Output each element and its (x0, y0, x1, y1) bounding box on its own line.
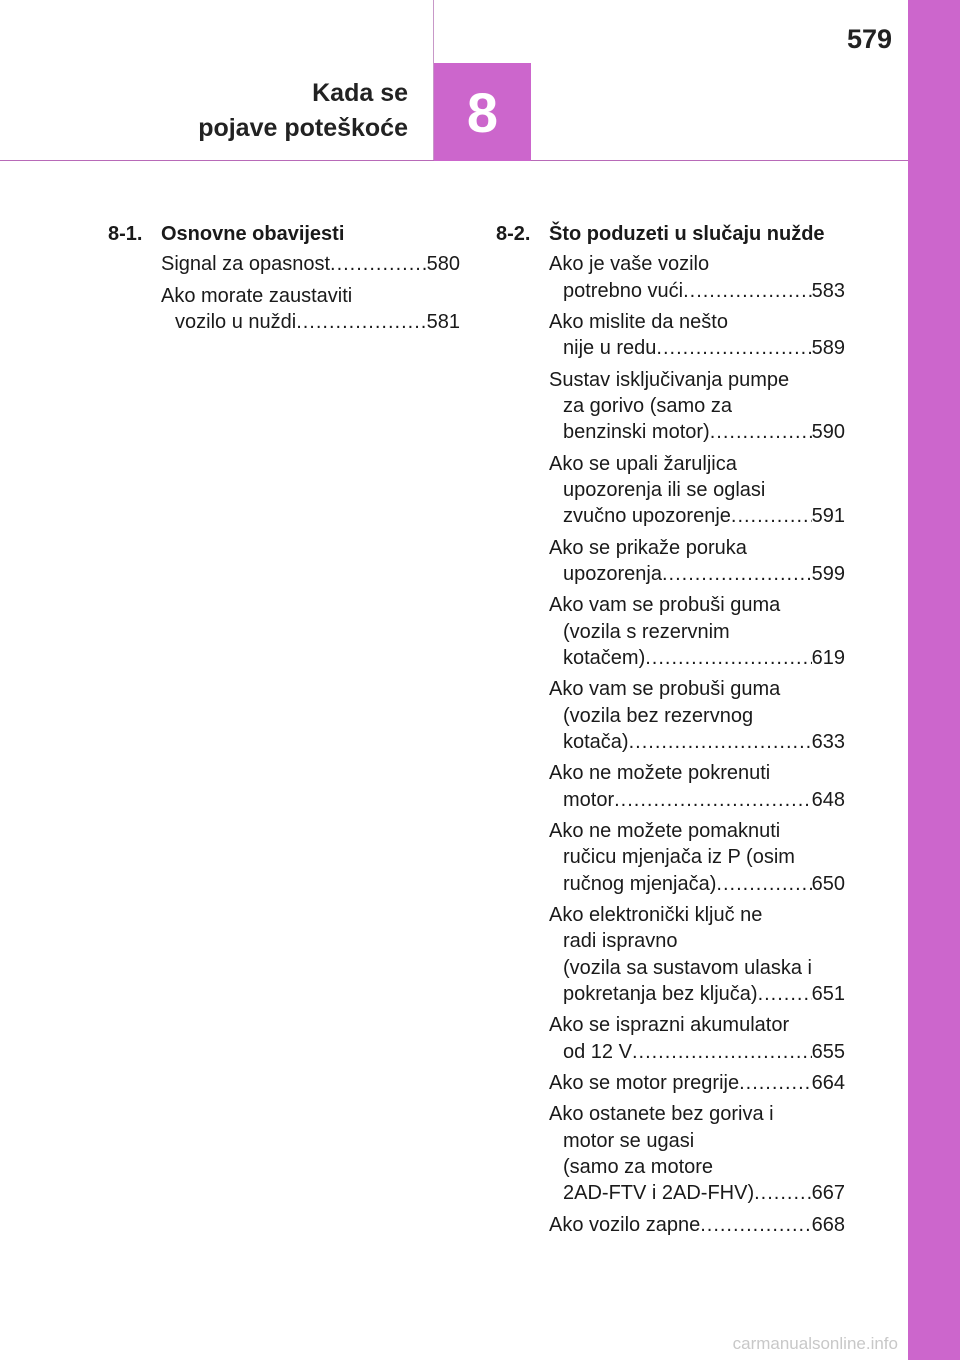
toc-entry-line (549, 1070, 845, 1096)
toc-entry-text: ručicu mjenjača iz P (osim (563, 846, 795, 869)
toc-entry[interactable] (549, 818, 845, 897)
toc-entry-text: Ako ne možete pomaknuti (549, 819, 781, 842)
toc-entry-text: Ako je vaše vozilo (549, 253, 710, 276)
toc-entry-line (549, 1180, 845, 1206)
toc-entry-line (549, 335, 845, 361)
chapter-title-line1: Kada se (312, 79, 408, 107)
toc-section-8-2 (496, 221, 845, 1243)
section-heading (496, 221, 845, 247)
toc-entry-line (549, 787, 845, 813)
page-number: 579 (846, 24, 892, 54)
toc-entry-line (549, 981, 845, 1007)
toc-entry-text: motor (563, 788, 615, 811)
toc-entry-line (549, 760, 845, 786)
section-title: Što poduzeti u slučaju nužde (549, 223, 825, 245)
dot-leader (629, 729, 812, 755)
dot-leader (330, 251, 427, 277)
dot-leader (296, 309, 426, 335)
watermark: carmanualsonline.info (732, 1334, 898, 1353)
dot-leader (754, 1180, 812, 1206)
toc-entries (549, 251, 845, 1238)
toc-entry-text: radi ispravno (563, 930, 678, 953)
toc-entry-text: Ako mislite da nešto (549, 311, 728, 334)
toc-entry-line (549, 676, 845, 702)
dot-leader (614, 787, 812, 813)
toc-entry-text: nije u redu (563, 337, 657, 360)
toc-entry-line (549, 535, 845, 561)
toc-entry[interactable] (549, 451, 845, 530)
toc-entry[interactable] (549, 367, 845, 446)
toc-entry[interactable] (549, 902, 845, 1008)
toc-entry-line (549, 251, 845, 277)
toc-entry-line (549, 561, 845, 587)
dot-leader (683, 278, 812, 304)
dot-leader (716, 871, 811, 897)
toc-entry-text: Signal za opasnost (161, 253, 331, 276)
section-heading (108, 221, 460, 247)
toc-entry-line (549, 844, 845, 870)
toc-entry-line (549, 367, 845, 393)
toc-page-number: 581 (426, 311, 460, 334)
toc-entry-line (549, 503, 845, 529)
chapter-title (108, 76, 408, 146)
toc-entry-line (161, 251, 460, 277)
toc-page-number: 590 (811, 421, 845, 444)
toc-entry[interactable] (549, 1212, 845, 1238)
dot-leader (645, 645, 811, 671)
toc-entry-text: zvučno upozorenje (563, 505, 731, 528)
toc-entry-line (549, 419, 845, 445)
toc-entry-line (161, 283, 460, 309)
toc-page-number: 599 (811, 563, 845, 586)
toc-page-number: 650 (811, 872, 845, 895)
chapter-tab-bar (908, 0, 960, 1360)
dot-leader (700, 1212, 811, 1238)
toc-page-number: 583 (811, 279, 845, 302)
toc-entry-text: (samo za motore (563, 1155, 714, 1178)
toc-entry-text: Ako ostanete bez goriva i (549, 1103, 774, 1126)
chapter-number-badge (434, 63, 531, 161)
toc-entry[interactable] (549, 760, 845, 813)
toc-entry-text: Ako se isprazni akumulator (549, 1014, 790, 1037)
dot-leader (710, 419, 812, 445)
toc-entry-text: kotača) (563, 731, 629, 754)
toc-entry-line (549, 1012, 845, 1038)
dot-leader (739, 1070, 812, 1096)
toc-entry[interactable] (161, 251, 460, 277)
toc-entry-line (549, 1154, 845, 1180)
toc-entry-text: Sustav isključivanja pumpe (549, 368, 790, 391)
toc-entries (161, 251, 460, 335)
toc-entry-line (549, 451, 845, 477)
toc-entry-line (549, 1101, 845, 1127)
toc-entry[interactable] (549, 535, 845, 588)
toc-entry-line (161, 309, 460, 335)
chapter-title-line2: pojave poteškoće (198, 114, 408, 142)
toc-entry-text: Ako se prikaže poruka (549, 536, 747, 559)
toc-entry-line (549, 1039, 845, 1065)
toc-entry-line (549, 818, 845, 844)
toc-entry-line (549, 309, 845, 335)
toc-entry-line (549, 619, 845, 645)
toc-page-number: 664 (811, 1071, 845, 1094)
toc-entry-text: Ako se upali žaruljica (549, 452, 737, 475)
toc-page-number: 648 (811, 788, 845, 811)
toc-page-number: 651 (811, 983, 845, 1006)
toc-section-8-1 (108, 221, 460, 340)
toc-entry-text: Ako vam se probuši guma (549, 678, 781, 701)
toc-entry-text: motor se ugasi (563, 1129, 695, 1152)
toc-entry-text: (vozila sa sustavom ulaska i (563, 956, 812, 979)
toc-entry-text: (vozila s rezervnim (563, 620, 730, 643)
toc-entry-text: Ako vozilo zapne (549, 1213, 701, 1236)
section-number: 8-2. (496, 223, 531, 245)
toc-entry-text: (vozila bez rezervnog (563, 704, 754, 727)
toc-entry-text: potrebno vući (563, 279, 684, 302)
toc-entry-line (549, 703, 845, 729)
toc-entry[interactable] (549, 1101, 845, 1207)
toc-page-number: 580 (426, 253, 460, 276)
toc-entry-line (549, 592, 845, 618)
toc-entry-text: za gorivo (samo za (563, 395, 732, 418)
toc-entry-line (549, 278, 845, 304)
dot-leader (731, 503, 812, 529)
section-number: 8-1. (108, 223, 143, 245)
toc-entry-line (549, 1128, 845, 1154)
toc-entry-text: benzinski motor) (563, 421, 710, 444)
toc-entry[interactable] (549, 676, 845, 755)
toc-entry[interactable] (549, 1070, 845, 1096)
toc-page-number: 633 (811, 731, 845, 754)
chapter-number: 8 (466, 80, 499, 144)
toc-entry-line (549, 645, 845, 671)
toc-entry-text: od 12 V (563, 1040, 632, 1063)
toc-entry-text: upozorenja (563, 563, 662, 586)
toc-entry[interactable] (549, 251, 845, 304)
toc-entry-line (549, 477, 845, 503)
toc-entry-text: Ako elektronički ključ ne (549, 903, 763, 926)
toc-page-number: 668 (811, 1213, 845, 1236)
toc-entry-line (549, 1212, 845, 1238)
toc-entry-line (549, 902, 845, 928)
toc-entry-text: 2AD-FTV i 2AD-FHV) (563, 1182, 755, 1205)
toc-entry[interactable] (161, 283, 460, 336)
toc-page-number: 589 (811, 337, 845, 360)
toc-entry-text: Ako vam se probuši guma (549, 594, 781, 617)
toc-entry-line (549, 955, 845, 981)
toc-page-number: 655 (811, 1040, 845, 1063)
toc-entry-text: Ako morate zaustaviti (161, 284, 353, 307)
dot-leader (656, 335, 811, 361)
toc-entry[interactable] (549, 592, 845, 671)
toc-entry[interactable] (549, 1012, 845, 1065)
toc-entry-line (549, 871, 845, 897)
toc-entry-text: Ako se motor pregrije (549, 1071, 740, 1094)
toc-entry-line (549, 729, 845, 755)
toc-entry-line (549, 393, 845, 419)
toc-page-number: 591 (811, 505, 845, 528)
toc-entry-text: vozilo u nuždi (175, 311, 297, 334)
toc-entry-text: upozorenja ili se oglasi (563, 479, 766, 502)
section-title: Osnovne obavijesti (161, 223, 345, 245)
toc-entry-text: pokretanja bez ključa) (563, 983, 758, 1006)
toc-entry-line (549, 928, 845, 954)
dot-leader (662, 561, 812, 587)
dot-leader (632, 1039, 812, 1065)
toc-page-number: 667 (811, 1182, 845, 1205)
toc-page-number: 619 (811, 647, 845, 670)
toc-entry-text: kotačem) (563, 647, 646, 670)
toc-entry-text: ručnog mjenjača) (563, 872, 717, 895)
dot-leader (758, 981, 812, 1007)
toc-entry-text: Ako ne možete pokrenuti (549, 762, 771, 785)
toc-entry[interactable] (549, 309, 845, 362)
